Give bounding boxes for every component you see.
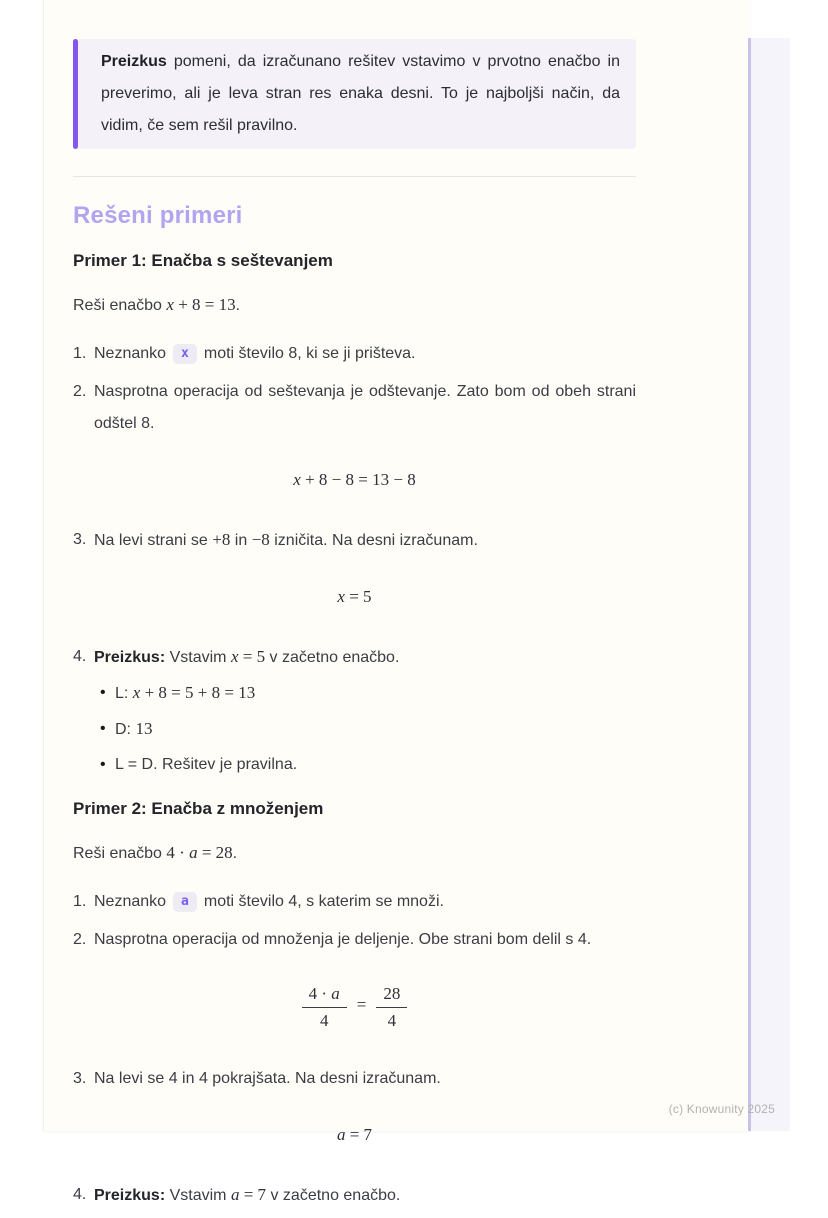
step-number: 4. — [73, 648, 87, 665]
step-text: Na levi se 4 in 4 pokrajšata. Na desni izračunam. — [94, 1070, 441, 1087]
intro-text: Reši enačbo — [73, 845, 167, 862]
example1-title: Primer 1: Enačba s seštevanjem — [73, 251, 333, 270]
preizkus-label: Preizkus: — [94, 649, 166, 666]
step-item — [73, 1063, 636, 1095]
intro-text: Reši enačbo — [73, 297, 167, 314]
step-text: Nasprotna operacija od množenja je deljenje. Obe strani bom delil s 4. — [94, 931, 592, 948]
example1-steps-final — [73, 641, 636, 674]
step-number: 1. — [73, 893, 87, 910]
section-divider — [73, 176, 636, 177]
inline-math: x = 5 — [230, 647, 266, 666]
step-item — [73, 1179, 636, 1212]
step-text: Na levi strani se +8 in −8 izničita. Na desni izračunam. — [94, 530, 478, 549]
example2-steps-final — [73, 1179, 636, 1212]
step-item — [73, 924, 636, 956]
copyright-note: (c) Knowunity 2025 — [668, 1102, 775, 1116]
inline-math: x + 8 = 13 — [166, 295, 236, 314]
step-item — [73, 641, 636, 674]
example2-title: Primer 2: Enačba z množenjem — [73, 799, 324, 818]
step-number: 2. — [73, 931, 87, 948]
list-item: • D: 13 — [100, 716, 636, 743]
example2-intro: Reši enačbo 4 · a = 28. — [73, 843, 238, 862]
fraction-numerator: 28 — [376, 984, 407, 1008]
fraction-denominator: 4 — [319, 1011, 329, 1030]
callout-note — [73, 39, 636, 149]
preizkus-label: Preizkus: — [94, 1187, 166, 1204]
list-item: • L: x + 8 = 5 + 8 = 13 — [100, 680, 636, 707]
equation-text: x + 8 − 8 = 13 − 8 — [293, 470, 416, 489]
step-item — [73, 524, 636, 557]
example2-steps — [73, 886, 636, 956]
inline-math: −8 — [251, 530, 270, 549]
step-text: Nasprotna operacija od seštevanja je odštevanje. Zato bom od obeh strani odštel 8. — [94, 383, 636, 432]
example1-check-list — [73, 680, 636, 778]
inline-math: +8 — [212, 530, 231, 549]
callout-box — [78, 39, 636, 149]
step-number: 3. — [73, 531, 87, 548]
document-page — [43, 0, 750, 1204]
inline-math: a = 7 — [230, 1185, 267, 1204]
callout-body: pomeni, da izračunano rešitev vstavimo v prvotno enačbo in preverimo, ali je leva stran res enaka desni. To je najboljši način, da vidim, če sem rešil pravilno. — [101, 53, 620, 134]
inline-math: 4 · a = 28 — [166, 843, 233, 862]
math-equation-1 — [73, 470, 636, 490]
step-item — [73, 338, 636, 370]
example1-intro: Reši enačbo x + 8 = 13. — [73, 295, 241, 314]
variable-badge-a: a — [173, 892, 197, 912]
fraction-right — [376, 984, 407, 1031]
page-content — [73, 0, 636, 1218]
inline-math: x + 8 = 5 + 8 = 13 — [132, 683, 256, 702]
step-text: Neznanko x moti število 8, ki se ji prišteva. — [94, 345, 416, 362]
section-heading: Rešeni primeri — [73, 202, 243, 229]
list-item: • L = D. Rešitev je pravilna. — [100, 752, 636, 778]
step-number: 2. — [73, 383, 87, 400]
variable-badge-x: x — [173, 344, 197, 364]
step-text: Preizkus: Vstavim x = 5 v začetno enačbo. — [94, 647, 400, 666]
equals-sign: = — [356, 994, 367, 1014]
example1-steps — [73, 338, 636, 440]
step-number: 4. — [73, 1186, 87, 1203]
step-item — [73, 886, 636, 918]
math-equation-2 — [73, 587, 636, 607]
step-text: Preizkus: Vstavim a = 7 v začetno enačbo. — [94, 1185, 401, 1204]
fraction-denominator: 4 — [387, 1011, 397, 1030]
equation-text: x = 5 — [337, 587, 372, 606]
page-edge-strip — [748, 38, 790, 1131]
equation-text: a = 7 — [336, 1125, 373, 1144]
step-item — [73, 376, 636, 440]
step-number: 3. — [73, 1070, 87, 1087]
fraction-numerator: 4 · a — [302, 984, 347, 1008]
math-equation-3 — [73, 1125, 636, 1145]
fraction-equation — [73, 984, 636, 1031]
callout-lead: Preizkus — [101, 53, 167, 70]
example1-steps-continued — [73, 524, 636, 557]
callout-text — [101, 46, 620, 142]
inline-math: 13 — [135, 719, 153, 738]
step-text: Neznanko a moti število 4, s katerim se množi. — [94, 893, 444, 910]
step-number: 1. — [73, 345, 87, 362]
fraction-left — [302, 984, 347, 1031]
example2-steps-continued — [73, 1063, 636, 1095]
